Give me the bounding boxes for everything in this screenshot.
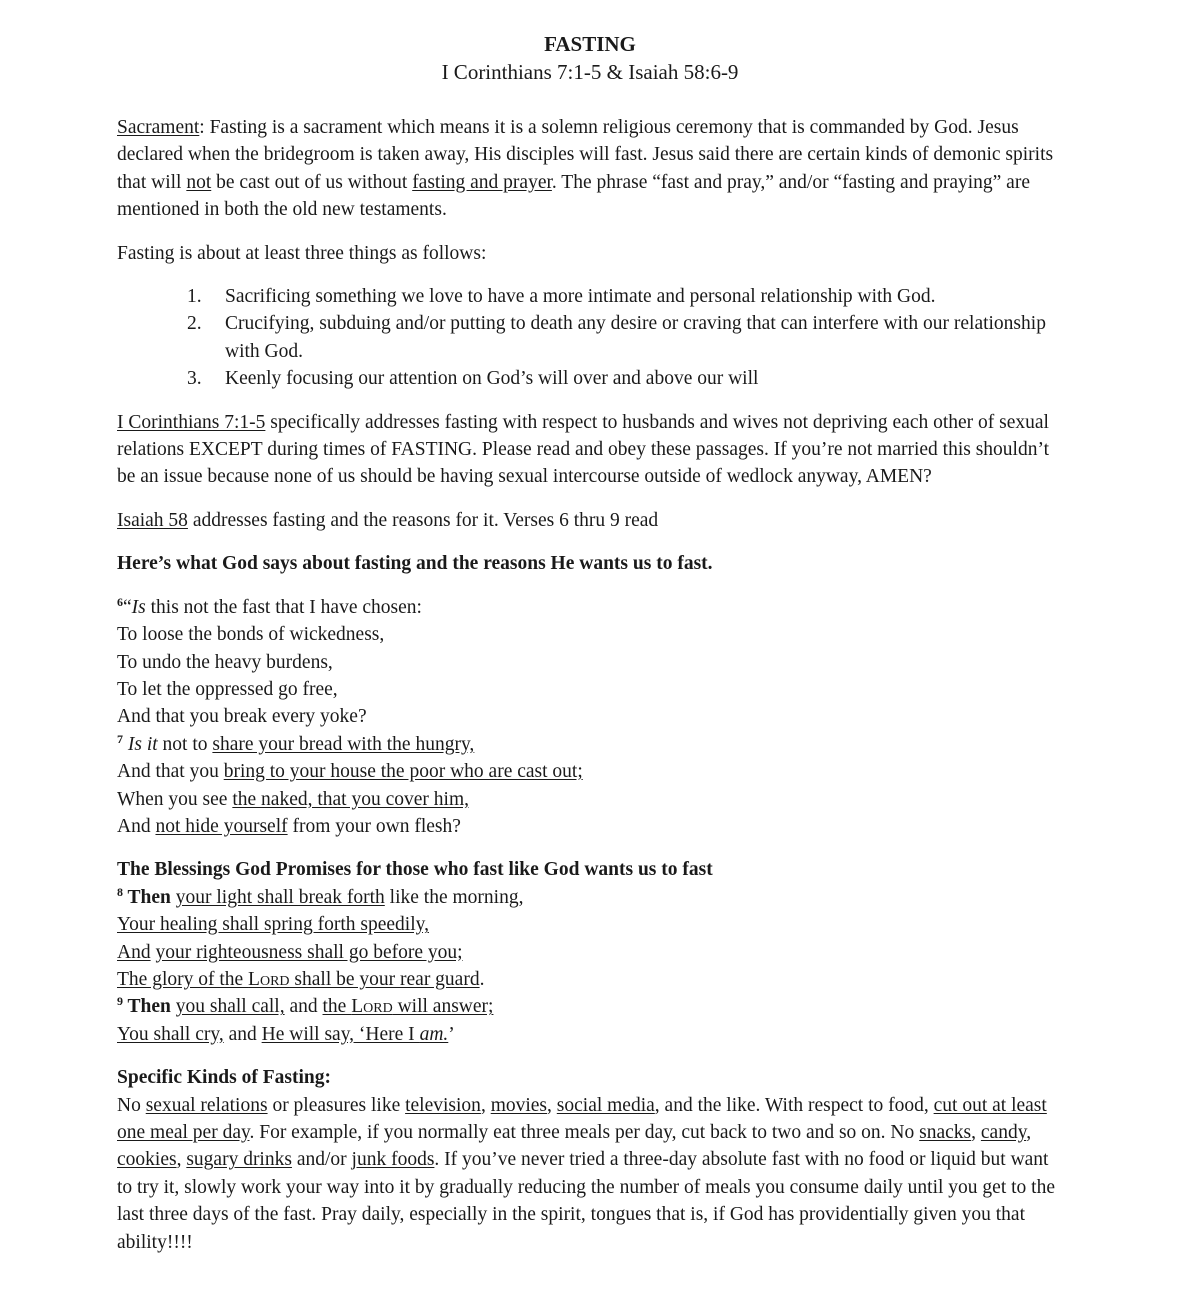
sacrament-paragraph: Sacrament: Fasting is a sacrament which means it is a solemn religious ceremony that is commanded by God. Jesus declared when the bridegroom is taken away, His disciples will fast. Jesus said there are certain kinds of demonic spirits that will not be cast out of us without fasting and prayer. The phrase “fast and pray,” and/or “fasting and praying” are mentioned in both the old new testaments. [117, 117, 1054, 221]
verse-line: $^9$ Then you shall call, and the Lord will answer; [117, 994, 494, 1018]
reasons-heading: Here’s what God says about fasting and the reasons He wants us to fast. [117, 553, 713, 575]
verse-line: The glory of the Lord shall be your rear guard. [117, 968, 485, 990]
verse-line: When you see the naked, that you cover him, [117, 788, 469, 810]
verse-number: 8 [117, 884, 123, 899]
list-item: 1. Sacrificing something we love to have a more intimate and personal relationship with God. [187, 286, 936, 308]
isaiah-ref: Isaiah 58 [117, 509, 188, 531]
list-item: 3. Keenly focusing our attention on God’s will over and above our will [187, 368, 759, 390]
emphasis-not: not [186, 171, 212, 193]
verse-line: And that you break every yoke? [117, 706, 367, 728]
verse-line: To undo the heavy burdens, [117, 651, 333, 673]
list-item: 2. Crucifying, subduing and/or putting to death any desire or craving that can interfere with our relationship with God. [187, 313, 1046, 362]
verse-line: And not hide yourself from your own flesh? [117, 815, 461, 837]
three-things-list [117, 283, 1067, 393]
isaiah-paragraph: Isaiah 58 addresses fasting and the reasons for it. Verses 6 thru 9 read [117, 509, 659, 531]
corinthians-ref: I Corinthians 7:1-5 [117, 411, 266, 433]
verses-6-7 [117, 594, 1067, 841]
verse-line: You shall cry, and He will say, ‘Here I am.’ [117, 1023, 455, 1045]
verse-number: 9 [117, 994, 123, 1009]
kinds-heading: Specific Kinds of Fasting: [117, 1067, 331, 1089]
sacrament-label: Sacrament [117, 117, 200, 138]
blessings-heading: The Blessings God Promises for those who fast like God wants us to fast [117, 859, 713, 881]
corinthians-paragraph: I Corinthians 7:1-5 specifically addresses fasting with respect to husbands and wives not depriving each other of sexual relations EXCEPT during times of FASTING. Please read and obey these passages. If you’re not married this shouldn’t be an issue because none of us should be having sexual intercourse outside of wedlock anyway, AMEN? [117, 411, 1050, 488]
verse-line: $^7$ Is it not to share your bread with the hungry, [117, 731, 475, 755]
verse-line: And your righteousness shall go before you; [117, 941, 463, 963]
verse-line: And that you bring to your house the poor who are cast out; [117, 761, 583, 783]
verses-8-9 [117, 884, 1067, 1048]
verse-line: To loose the bonds of wickedness, [117, 624, 385, 646]
emphasis-fasting-prayer: fasting and prayer [412, 171, 552, 193]
kinds-paragraph: No sexual relations or pleasures like television, movies, social media, and the like. With respect to food, cut out at least one meal per day. For example, if you normally eat three meals per day, cut back to two and so on. No snacks, candy, cookies, sugary drinks and/or junk foods. If you’ve never tried a three-day absolute fast with no food or liquid but want to try it, slowly work your way into it by gradually reducing the number of meals you consume daily until you get to the last three days of the fast. Pray daily, especially in the spirit, tongues that is, if God has providentially given you that ability!!!! [117, 1094, 1055, 1253]
verse-line: $^6$“Is this not the fast that I have chosen: [117, 594, 422, 618]
verse-number: 6 [117, 594, 123, 609]
three-things-intro: Fasting is about at least three things as follows: [117, 242, 487, 264]
page-title: FASTING [544, 32, 636, 56]
document-body [117, 114, 1067, 1256]
page-subtitle: I Corinthians 7:1-5 & Isaiah 58:6-9 [441, 60, 739, 84]
verse-number: 7 [117, 731, 123, 746]
verse-line: Your healing shall spring forth speedily, [117, 914, 429, 936]
verse-line: $^8$ Then your light shall break forth like the morning, [117, 884, 524, 908]
verse-line: To let the oppressed go free, [117, 678, 338, 700]
